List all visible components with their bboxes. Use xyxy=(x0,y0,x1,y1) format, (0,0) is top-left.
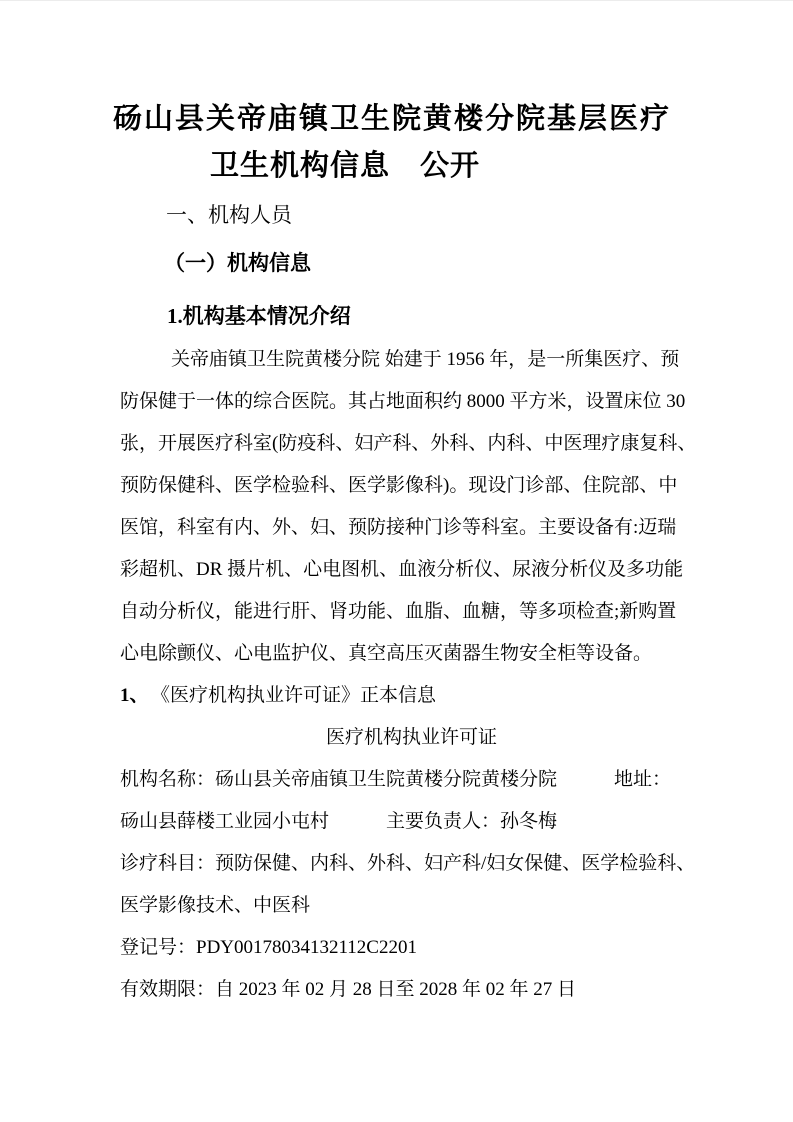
heading-section-one: 一、机构人员 xyxy=(166,203,292,227)
license-item-number: 1、 xyxy=(120,685,149,706)
intro-paragraph xyxy=(120,339,703,675)
license-field-address-principal: 砀山县薛楼工业园小屯村 主要负责人：孙冬梅 xyxy=(120,811,558,832)
license-field-departments: 诊疗科目：预防保健、内科、外科、妇产科/妇女保健、医学检验科、 xyxy=(120,853,696,874)
document-title-line1: 砀山县关帝庙镇卫生院黄楼分院基层医疗 xyxy=(113,103,672,135)
license-field-name-address: 机构名称：砀山县关帝庙镇卫生院黄楼分院黄楼分院 地址： xyxy=(120,769,672,790)
document-title xyxy=(113,96,703,190)
heading-subsection-institution-info: （一）机构信息 xyxy=(164,251,311,275)
document-content xyxy=(0,1,793,1011)
paragraph-line: 彩超机、DR 摄片机、心电图机、血液分析仪、尿液分析仪及多功能 xyxy=(120,559,684,580)
license-item-heading xyxy=(120,675,703,717)
paragraph-line: 医馆，科室有内、外、妇、预防接种门诊等科室。主要设备有:迈瑞 xyxy=(120,517,677,538)
paragraph-line: 张，开展医疗科室(防疫科、妇产科、外科、内科、中医理疗康复科、 xyxy=(120,433,697,454)
paragraph-line: 关帝庙镇卫生院黄楼分院 始建于 1956 年，是一所集医疗、预 xyxy=(171,349,680,370)
paragraph-line: 自动分析仪，能进行肝、肾功能、血脂、血糖，等多项检查;新购置 xyxy=(120,601,677,622)
license-field-validity-period: 有效期限：自 2023 年 02 月 28 日至 2028 年 02 年 27 日 xyxy=(120,979,577,1000)
certificate-title: 医疗机构执业许可证 xyxy=(325,727,497,748)
license-field-registration-number: 登记号：PDY00178034132112C2201 xyxy=(120,937,417,958)
paragraph-line: 心电除颤仪、心电监护仪、真空高压灭菌器生物安全柜等设备。 xyxy=(120,643,653,664)
license-item-label: 《医疗机构执业许可证》正本信息 xyxy=(160,685,437,706)
license-field-departments-continued: 医学影像技术、中医科 xyxy=(120,895,311,916)
paragraph-line: 防保健于一体的综合医院。其占地面积约 8000 平方米，设置床位 30 xyxy=(120,391,686,412)
heading-item-basic-introduction: 1.机构基本情况介绍 xyxy=(167,304,351,328)
paragraph-line: 预防保健科、医学检验科、医学影像科)。现设门诊部、住院部、中 xyxy=(120,475,678,496)
document-title-line2: 卫生机构信息 公开 xyxy=(210,150,481,182)
